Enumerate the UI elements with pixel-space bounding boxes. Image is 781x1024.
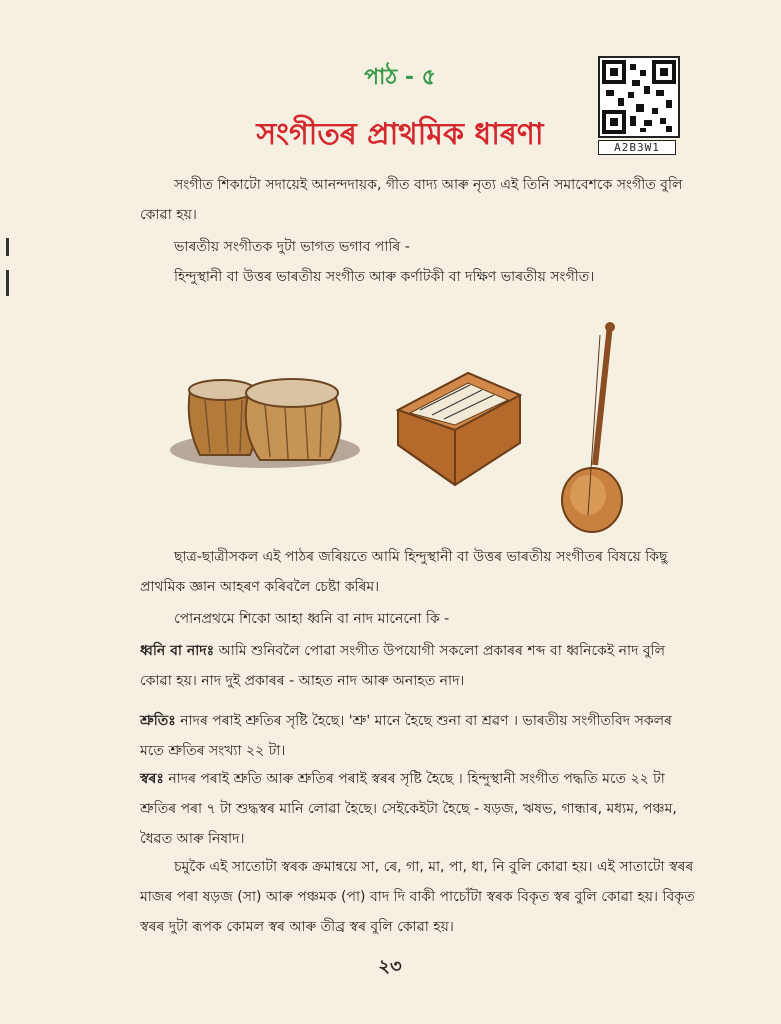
intro-paragraph: সংগীত শিকাটো সদায়েই আনন্দদায়ক, গীত বাদ্য আৰু নৃত্য এই তিনি সমাবেশকে সংগীত বুলি কোৱা হয়। [140, 177, 683, 223]
dhwani-term: ধ্বনি বা নাদঃ [140, 643, 215, 659]
classification-paragraph: ভাৰতীয় সংগীতক দুটা ভাগত ভগাব পাৰি - [174, 239, 410, 255]
swar-definition: নাদৰ পৰাই শ্ৰুতি আৰু শ্ৰুতিৰ পৰাই স্বৰৰ সৃষ্টি হৈছে । হিন্দুস্থানী সংগীত পদ্ধতি মতে ২২ টা শ্ৰুতিৰ পৰা ৭ টা শুদ্ধস্বৰ মানি লোৱা হৈছে। সেইকেইটা হৈছে - ষড়জ, ঋষভ, গান্ধাৰ, মধ্যম, পঞ্চম, ধৈৱত আৰু নিষাদ। [140, 771, 677, 847]
qr-code-label: A2B3W1 [598, 140, 676, 155]
margin-mark [6, 270, 9, 296]
lesson-number: পাঠ - ৫ [364, 65, 436, 90]
swar-term: স্বৰঃ [140, 771, 164, 787]
tanpura-icon [562, 322, 622, 532]
dhwani-definition: আমি শুনিবলৈ পোৱা সংগীত উপযোগী সকলো প্ৰকাৰৰ শব্দ বা ধ্বনিকেই নাদ বুলি কোৱা হয়। নাদ দুই প্ৰকাৰৰ - আহত নাদ আৰু অনাহত নাদ। [140, 643, 666, 689]
vikrit-swar-paragraph: চমুকৈ এই সাতোটা স্বৰক ক্ৰমান্বয়ে সা, ৰে, গা, মা, পা, ধা, নি বুলি কোৱা হয়। এই সাতাটো স্বৰৰ মাজৰ পৰা ষড়জ (সা) আৰু পঞ্চমক (পা) বাদ দি বাকী পাচোঁটা স্বৰক বিকৃত স্বৰ বুলি কোৱা হয়। বিকৃত স্বৰৰ দুটা ৰূপক কোমল স্বৰ আৰু তীব্ৰ স্বৰ বুলি কোৱা হয়। [140, 859, 695, 935]
instruments-illustration [170, 315, 670, 535]
margin-mark [6, 238, 9, 256]
types-paragraph: হিন্দুস্থানী বা উত্তৰ ভাৰতীয় সংগীত আৰু কৰ্ণাটকী বা দক্ষিণ ভাৰতীয় সংগীত। [174, 269, 595, 285]
page-number: ২৩ [378, 956, 402, 977]
dhwani-paragraph [140, 636, 700, 696]
harmonium-icon [398, 373, 520, 485]
question-paragraph: পোনপ্ৰথমে শিকো আহা ধ্বনি বা নাদ মানেনো কি - [174, 611, 450, 627]
page-title: সংগীতৰ প্ৰাথমিক ধাৰণা [256, 117, 544, 152]
intro-hindustani-paragraph: ছাত্ৰ-ছাত্ৰীসকল এই পাঠৰ জৰিয়তে আমি হিন্দুস্থানী বা উত্তৰ ভাৰতীয় সংগীতৰ বিষয়ে কিছু প্ৰাথমিক জ্ঞান আহৰণ কৰিবলৈ চেষ্টা কৰিম। [140, 549, 668, 595]
shruti-paragraph [140, 706, 700, 766]
shruti-term: শ্ৰুতিঃ [140, 713, 176, 729]
qr-code[interactable] [598, 56, 680, 155]
qr-code-icon [598, 56, 680, 138]
tabla-icon [170, 379, 360, 468]
swar-paragraph [140, 764, 700, 854]
shruti-definition: নাদৰ পৰাই শ্ৰুতিৰ সৃষ্টি হৈছে। 'শ্ৰু' মানে হৈছে শুনা বা শ্ৰৱণ । ভাৰতীয় সংগীতবিদ সকলৰ মতে শ্ৰুতিৰ সংখ্যা ২২ টা। [140, 713, 672, 759]
